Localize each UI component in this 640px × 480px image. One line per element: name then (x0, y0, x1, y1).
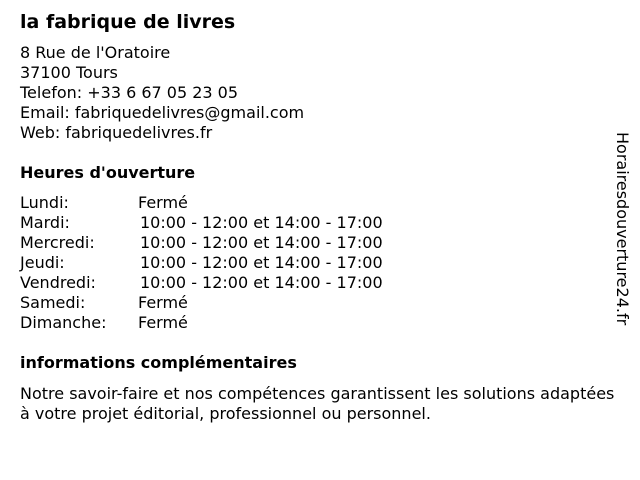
day-label: Mardi: (20, 213, 70, 232)
day-label: Dimanche: (20, 313, 107, 332)
day-label: Lundi: (20, 193, 69, 212)
additional-info-heading: informations complémentaires (20, 353, 297, 372)
day-hours: 10:00 - 12:00 et 14:00 - 17:00 (140, 213, 383, 232)
day-label: Jeudi: (20, 253, 65, 272)
day-hours: 10:00 - 12:00 et 14:00 - 17:00 (140, 253, 383, 272)
day-hours: Fermé (138, 193, 188, 212)
day-label: Vendredi: (20, 273, 96, 292)
day-hours: 10:00 - 12:00 et 14:00 - 17:00 (140, 233, 383, 252)
day-hours: Fermé (138, 313, 188, 332)
address-street: 8 Rue de l'Oratoire (20, 43, 171, 62)
website: Web: fabriquedelivres.fr (20, 123, 213, 142)
phone-number: Telefon: +33 6 67 05 23 05 (20, 83, 239, 102)
additional-info-text: Notre savoir-faire et nos compétences garantissent les solutions adaptées à votre projet éditorial, professionnel ou personnel. (20, 384, 615, 423)
opening-hours-heading: Heures d'ouverture (20, 163, 196, 182)
site-watermark: Horairesdouverture24.fr (613, 132, 632, 326)
email-address: Email: fabriquedelivres@gmail.com (20, 103, 305, 122)
business-name: la fabrique de livres (20, 11, 236, 33)
address-city: 37100 Tours (20, 63, 118, 82)
day-label: Mercredi: (20, 233, 95, 252)
day-hours: Fermé (138, 293, 188, 312)
day-hours: 10:00 - 12:00 et 14:00 - 17:00 (140, 273, 383, 292)
day-label: Samedi: (20, 293, 86, 312)
